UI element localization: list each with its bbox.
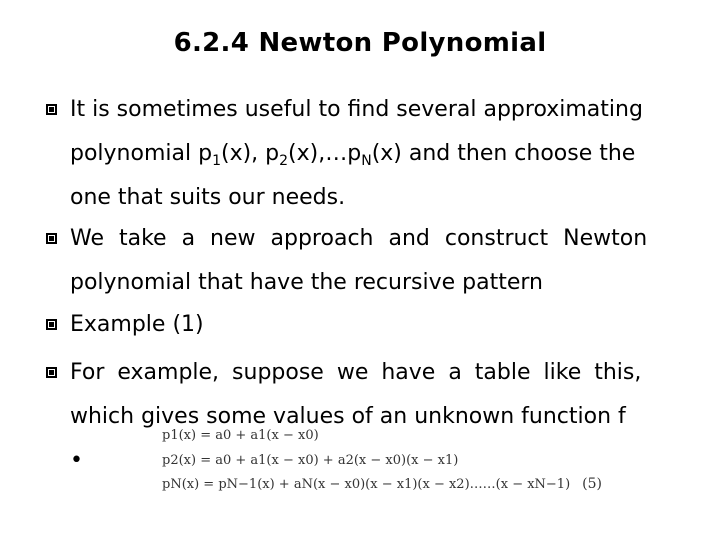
bullet-3-line-1: Example (1) <box>70 312 204 337</box>
bullet-1-line-3: one that suits our needs. <box>70 185 346 210</box>
bullet-1-text <box>70 88 670 220</box>
bullet-1-line-1: It is sometimes useful to find several approximating <box>70 97 643 122</box>
bullet-3-text <box>70 303 670 347</box>
slide-title: 6.2.4 Newton Polynomial <box>173 28 547 58</box>
trailing-dot: • <box>70 448 83 473</box>
formula-p2: p2(x) = a0 + a1(x − x0) + a2(x − x0)(x − x1) <box>162 453 459 468</box>
bullet-2-line-2: polynomial that have the recursive pattern <box>70 270 543 295</box>
square-bullet-icon <box>46 233 57 244</box>
square-bullet-icon <box>46 319 57 330</box>
square-bullet-icon <box>46 367 57 378</box>
bullet-4-line-1: For example, suppose we have a table like this, <box>70 360 642 385</box>
equation-number: (5) <box>582 476 602 492</box>
bullet-2-text <box>70 217 670 305</box>
square-bullet-icon <box>46 104 57 115</box>
formula-p1: p1(x) = a0 + a1(x − x0) <box>162 428 319 443</box>
bullet-1-line-2: polynomial $p_1(x)$, $p_2(x),\dots p_N(x)$ and then choose the <box>70 141 636 169</box>
newton-formulas <box>162 426 602 496</box>
bullet-4-line-2: which gives some values of an unknown function f <box>70 404 626 429</box>
formula-pN: pN(x) = pN−1(x) + aN(x − x0)(x − x1)(x − x2)……(x − xN−1) <box>162 477 571 492</box>
bullet-2-line-1: We take a new approach and construct Newton <box>70 226 648 251</box>
